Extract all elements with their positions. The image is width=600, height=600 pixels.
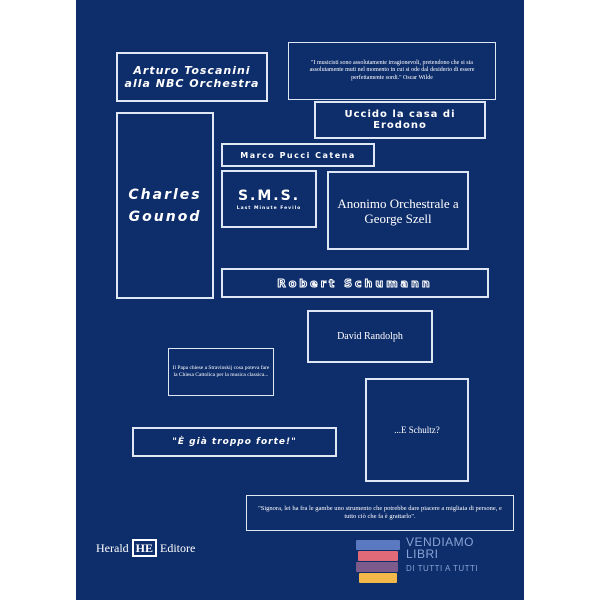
title-anonimo: Anonimo Orchestrale a George Szell xyxy=(337,195,459,226)
publisher-name-left: Herald xyxy=(96,540,129,555)
title-box-gounod xyxy=(116,112,214,299)
book-spine-2 xyxy=(358,551,398,561)
anecdote-box-papa xyxy=(168,348,274,396)
title-gounod: Charles Gounod xyxy=(128,186,202,225)
publisher-he-mark: HE xyxy=(132,539,157,557)
title-box-schumann xyxy=(221,268,489,298)
title-box-schultz xyxy=(365,378,469,482)
title-box-randolph xyxy=(307,310,433,363)
title-box-sms xyxy=(221,170,317,228)
title-schultz: ...E Schultz? xyxy=(394,425,440,435)
publisher-name-right: Editore xyxy=(160,540,196,555)
title-uccido: Uccido la casa di Erodono xyxy=(344,109,456,131)
title-box-toscanini xyxy=(116,52,268,102)
title-forte: "È già troppo forte!" xyxy=(172,437,297,447)
title-randolph: David Randolph xyxy=(337,331,403,342)
books-stack-icon xyxy=(356,540,402,584)
vendiamo-line1: VENDIAMO xyxy=(406,535,475,549)
vendiamo-line3: DI TUTTI A TUTTI xyxy=(406,564,479,573)
title-toscanini: Arturo Toscanini alla NBC Orchestra xyxy=(124,64,260,90)
publisher-logo xyxy=(96,539,195,557)
book-cover xyxy=(76,0,524,600)
quote-box-signora xyxy=(246,495,514,531)
quote-box-wilde xyxy=(288,42,496,100)
book-spine-4 xyxy=(359,573,397,583)
title-box-anonimo xyxy=(327,171,469,250)
subtitle-sms: Last Minute Fevilo xyxy=(236,205,302,211)
book-spine-1 xyxy=(356,540,400,550)
vendiamo-line2: LIBRI xyxy=(406,547,439,561)
title-sms: S.M.S. xyxy=(237,187,301,204)
anecdote-papa: Il Papa chiese a Stravinskij cosa poteva fare la Chiesa Cattolica per la musica classica... xyxy=(172,365,270,378)
vendiamo-text xyxy=(406,536,478,575)
title-pucci: Marco Pucci Catena xyxy=(240,150,356,160)
title-box-forte xyxy=(132,427,337,457)
book-spine-3 xyxy=(356,562,398,572)
quote-signora: "Signora, lei ha fra le gambe uno strumento che potrebbe dare piacere a migliaia di persone, e tutto ciò che fa è grattarlo". xyxy=(258,505,502,520)
quote-wilde: "I musicisti sono assolutamente irragionevoli, pretendono che si sia assolutamente muti nel momento in cui si ode dal desiderio di essere perfettamente sordi." Oscar Wilde xyxy=(309,59,475,81)
title-schumann: Robert Schumann xyxy=(277,276,433,290)
vendiamo-libri-watermark xyxy=(356,536,506,596)
title-box-pucci xyxy=(221,143,375,167)
title-box-uccido xyxy=(314,101,486,139)
